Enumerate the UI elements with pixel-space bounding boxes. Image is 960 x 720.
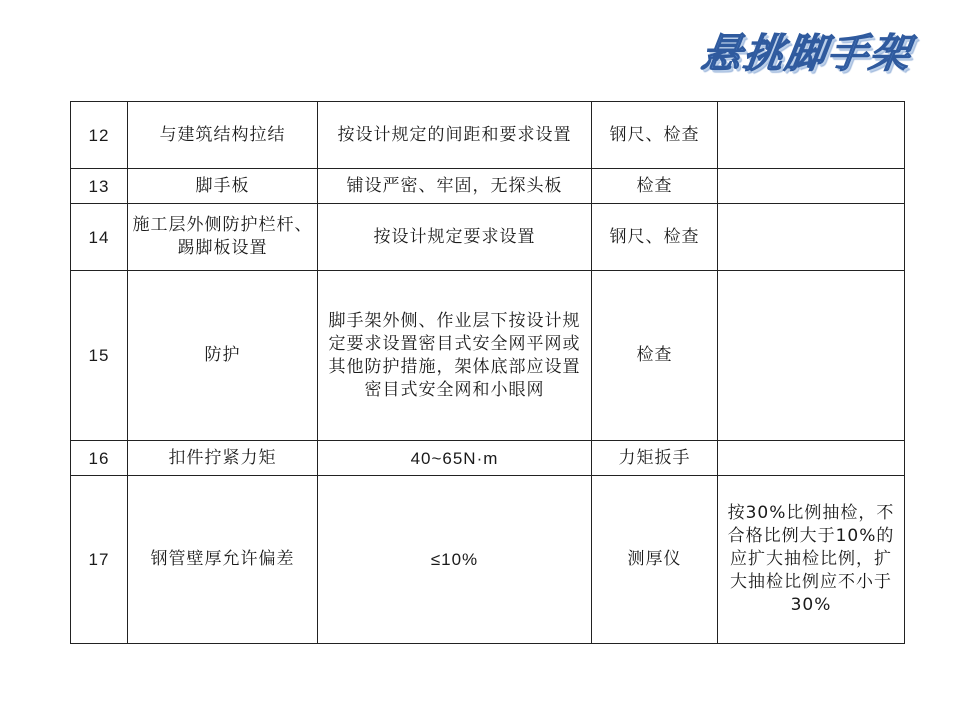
note — [718, 441, 905, 476]
inspection-method: 测厚仪 — [592, 476, 718, 644]
inspection-method: 检查 — [592, 169, 718, 204]
table-row — [71, 441, 905, 476]
inspection-method: 力矩扳手 — [592, 441, 718, 476]
table-row — [71, 102, 905, 169]
requirement: ≤10% — [318, 476, 592, 644]
table-row — [71, 271, 905, 441]
row-number: 13 — [71, 169, 128, 204]
note — [718, 271, 905, 441]
note — [718, 102, 905, 169]
row-number: 15 — [71, 271, 128, 441]
inspection-item: 脚手板 — [128, 169, 318, 204]
inspection-method: 钢尺、检查 — [592, 204, 718, 271]
note: 按30%比例抽检，不合格比例大于10%的应扩大抽检比例，扩大抽检比例应不小于30% — [718, 476, 905, 644]
row-number: 14 — [71, 204, 128, 271]
slide-title: 悬挑脚手架 — [698, 31, 915, 77]
requirement: 按设计规定的间距和要求设置 — [318, 102, 592, 169]
row-number: 16 — [71, 441, 128, 476]
note — [718, 169, 905, 204]
inspection-item: 施工层外侧防护栏杆、踢脚板设置 — [128, 204, 318, 271]
inspection-item: 钢管壁厚允许偏差 — [128, 476, 318, 644]
table-row — [71, 204, 905, 271]
row-number: 12 — [71, 102, 128, 169]
requirement: 按设计规定要求设置 — [318, 204, 592, 271]
row-number: 17 — [71, 476, 128, 644]
inspection-method: 钢尺、检查 — [592, 102, 718, 169]
inspection-item: 防护 — [128, 271, 318, 441]
requirement: 铺设严密、牢固，无探头板 — [318, 169, 592, 204]
inspection-table — [70, 101, 905, 644]
inspection-item: 与建筑结构拉结 — [128, 102, 318, 169]
table-row — [71, 169, 905, 204]
requirement: 脚手架外侧、作业层下按设计规定要求设置密目式安全网平网或其他防护措施，架体底部应设置密目式安全网和小眼网 — [318, 271, 592, 441]
requirement: 40~65N·m — [318, 441, 592, 476]
inspection-method: 检查 — [592, 271, 718, 441]
inspection-item: 扣件拧紧力矩 — [128, 441, 318, 476]
note — [718, 204, 905, 271]
table-row — [71, 476, 905, 644]
